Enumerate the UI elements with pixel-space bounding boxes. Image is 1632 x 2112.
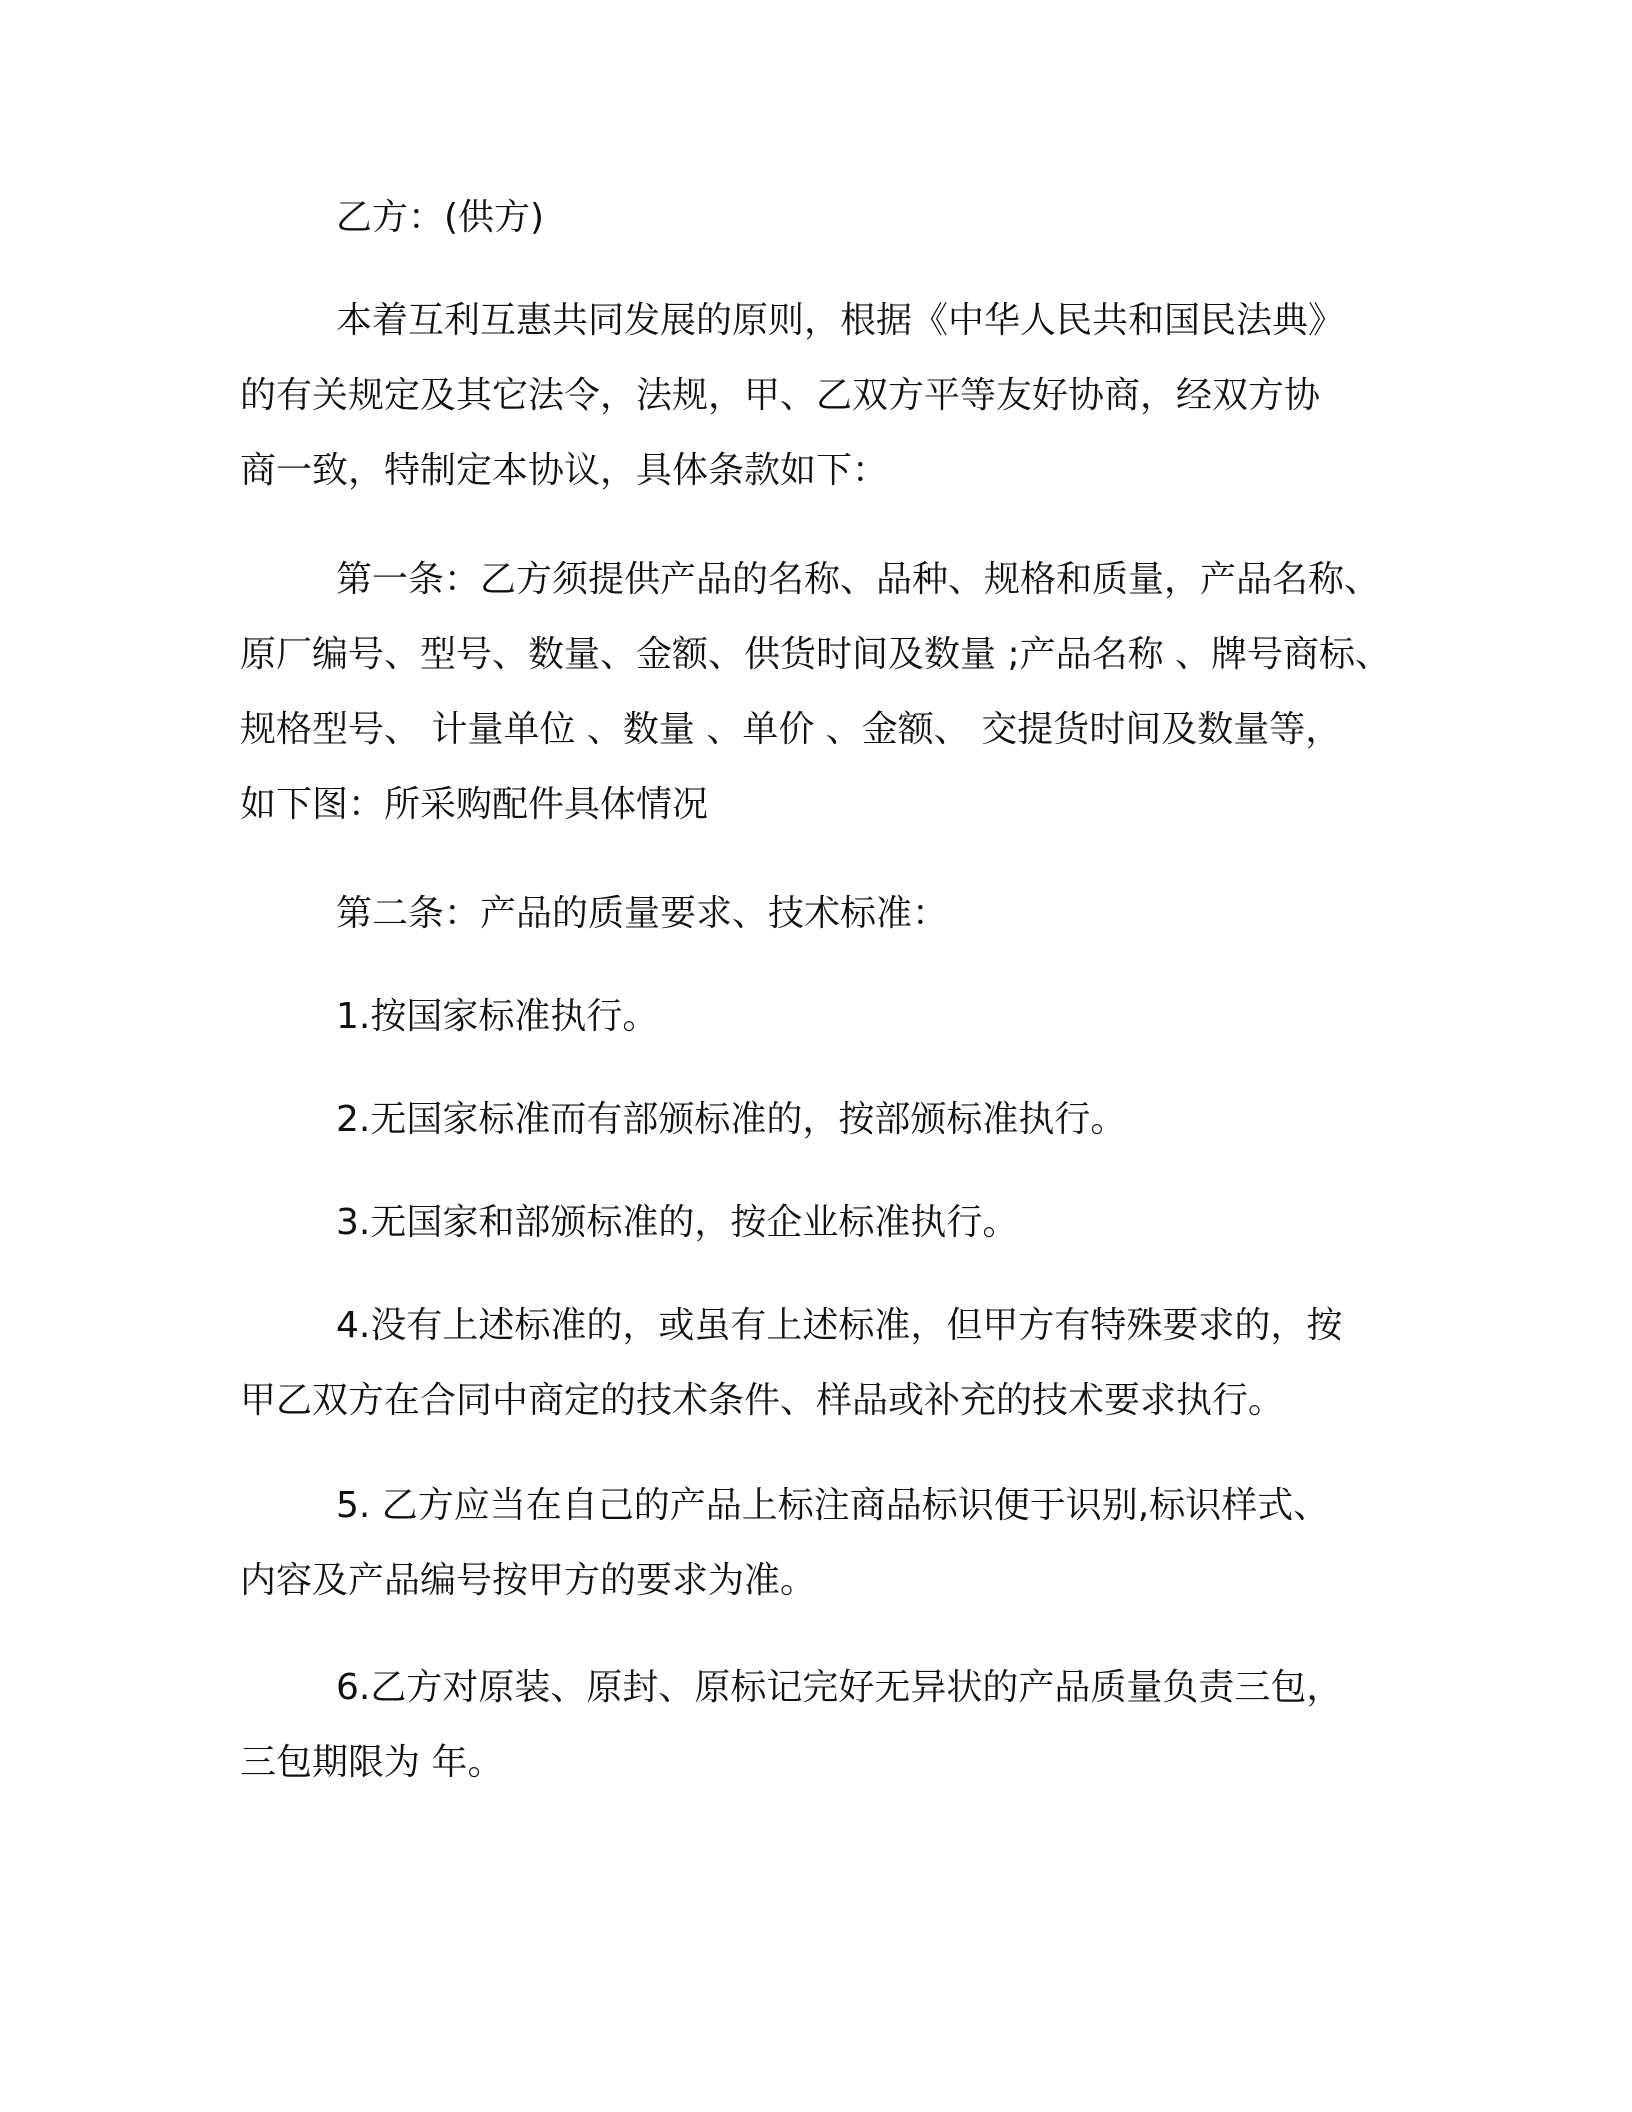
text-line: 如下图：所采购配件具体情况 [240,784,709,825]
text-line: 3.无国家和部颁标准的，按企业标准执行。 [336,1202,1019,1243]
paragraph-item-2 [240,1082,1420,1157]
paragraph-party-b [240,180,1420,255]
text-line: 的有关规定及其它法令，法规，甲、乙双方平等友好协商，经双方协 [240,375,1321,416]
paragraph-item-5 [240,1468,1420,1618]
text-line: 原厂编号、型号、数量、金额、供货时间及数量 ;产品名称 、牌号商标、 [240,634,1392,675]
text-line: 乙方：(供方) [336,197,545,238]
paragraph-article-1 [240,542,1420,842]
text-line: 6.乙方对原装、原封、原标记完好无异状的产品质量负责三包， [336,1667,1343,1708]
text-line: 本着互利互惠共同发展的原则，根据《中华人民共和国民法典》 [336,300,1345,341]
text-line: 商一致，特制定本协议，具体条款如下： [240,450,889,491]
text-line: 4.没有上述标准的，或虽有上述标准，但甲方有特殊要求的，按 [336,1305,1343,1346]
text-line: 1.按国家标准执行。 [336,996,659,1037]
text-line: 2.无国家标准而有部颁标准的，按部颁标准执行。 [336,1099,1127,1140]
text-line: 规格型号、 计量单位 、数量 、单价 、金额、 交提货时间及数量等， [240,709,1342,750]
text-line: 第一条：乙方须提供产品的名称、品种、规格和质量，产品名称、 [336,559,1381,600]
paragraph-article-2 [240,876,1420,951]
paragraph-item-3 [240,1185,1420,1260]
paragraph-item-1 [240,979,1420,1054]
text-line: 第二条：产品的质量要求、技术标准： [336,893,949,934]
text-line: 三包期限为 年。 [240,1742,504,1783]
text-line: 5. 乙方应当在自己的产品上标注商品标识便于识别,标识样式、 [336,1485,1330,1526]
text-line: 甲乙双方在合同中商定的技术条件、样品或补充的技术要求执行。 [240,1380,1285,1421]
paragraph-item-4 [240,1288,1420,1438]
paragraph-preamble [240,283,1420,508]
paragraph-item-6 [240,1650,1420,1800]
text-line: 内容及产品编号按甲方的要求为准。 [240,1560,817,1601]
